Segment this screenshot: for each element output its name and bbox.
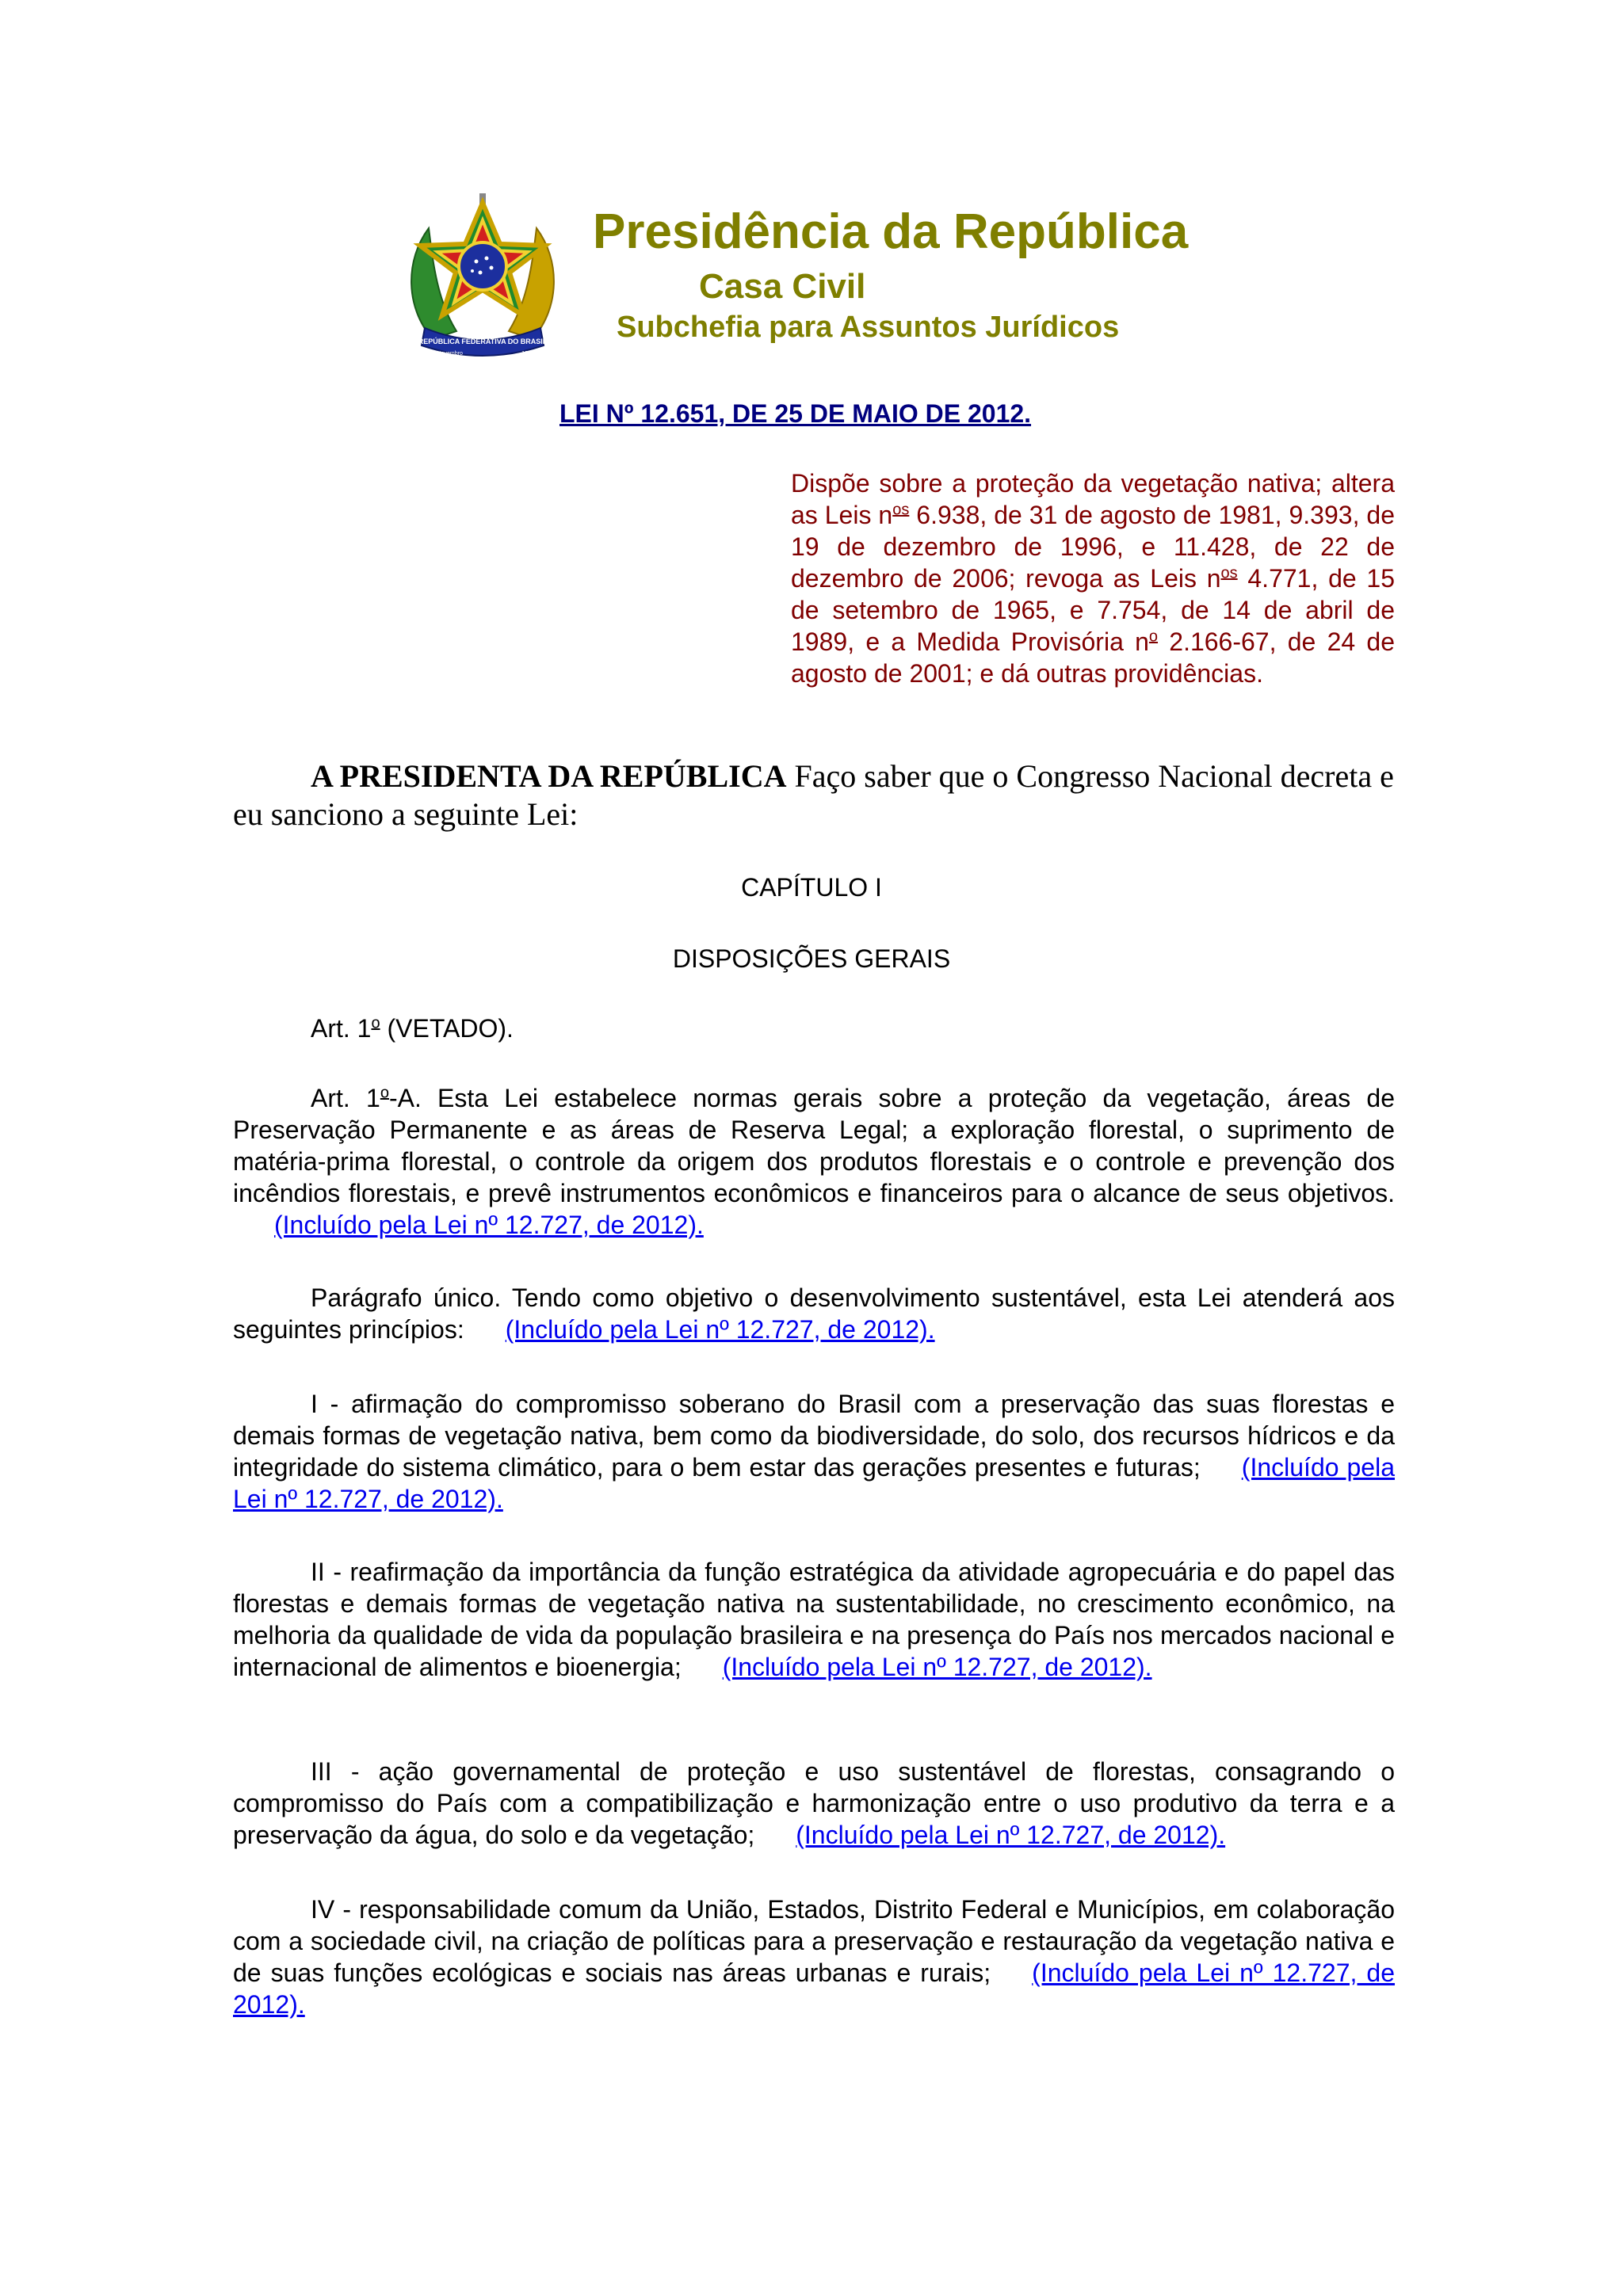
included-link-inciso-iv[interactable]: (Incluído pela Lei nº 12.727, de 2012). bbox=[233, 1958, 1396, 2019]
article-1a bbox=[233, 1082, 1395, 1241]
included-link-paragrafo[interactable]: (Incluído pela Lei nº 12.727, de 2012). bbox=[505, 1315, 935, 1344]
brazil-coat-of-arms-icon bbox=[401, 189, 564, 361]
article-1a-prefix: Art. 1 bbox=[311, 1084, 380, 1112]
law-title-link[interactable]: LEI Nº 12.651, DE 25 DE MAIO DE 2012. bbox=[559, 399, 1032, 428]
inciso-iv bbox=[233, 1894, 1395, 2020]
header-title: Presidência da República bbox=[593, 204, 1189, 259]
included-link-art1a[interactable]: (Incluído pela Lei nº 12.727, de 2012). bbox=[274, 1211, 704, 1239]
preamble bbox=[233, 757, 1398, 833]
ementa-sup-3: o bbox=[1148, 627, 1159, 646]
seal-date-right: 1889 bbox=[521, 351, 534, 357]
inciso-i-text: I - afirmação do compromisso soberano do Brasil com a preservação das suas florestas e demais formas de vegetação nativa, bem como da biodiversidade, do solo, dos recursos hídricos e da integridade do sistema climático, para o bem estar das gerações presentes e futuras; bbox=[233, 1390, 1395, 1482]
article-1-text: (VETADO). bbox=[380, 1014, 514, 1043]
preamble-president: A PRESIDENTA DA REPÚBLICA bbox=[311, 758, 787, 794]
seal-date-left: 15 de Novembro bbox=[422, 351, 463, 357]
inciso-i bbox=[233, 1388, 1395, 1515]
seal-ribbon-text: REPÚBLICA FEDERATIVA DO BRASIL bbox=[418, 338, 548, 345]
inciso-iii-text: III - ação governamental de proteção e uso sustentável de florestas, consagrando o compromisso do País com a compatibilização e harmonização entre o uso produtivo da terra e a preservação da água, do solo e da vegetação; bbox=[233, 1757, 1395, 1849]
included-link-inciso-i[interactable]: (Incluído pela Lei nº 12.727, de 2012). bbox=[233, 1453, 1396, 1513]
chapter-title: DISPOSIÇÕES GERAIS bbox=[672, 944, 951, 973]
paragrafo-text: Parágrafo único. Tendo como objetivo o desenvolvimento sustentável, esta Lei atenderá aos seguintes princípios: bbox=[233, 1283, 1395, 1344]
chapter-heading: CAPÍTULO I bbox=[741, 873, 882, 902]
ementa-text-3: 4.771, de 15 de setembro de 1965, e 7.754, de 14 de abril de 1989, e a Medida Provisória n bbox=[791, 564, 1395, 656]
ementa-sup-2: os bbox=[1220, 564, 1238, 582]
header-subtitle-casa-civil: Casa Civil bbox=[699, 267, 866, 306]
ementa-sup-1: os bbox=[892, 501, 910, 519]
header-subtitle-subchefia: Subchefia para Assuntos Jurídicos bbox=[617, 311, 1120, 344]
ementa-text-2: 6.938, de 31 de agosto de 1981, 9.393, de 19 de dezembro de 1996, e 11.428, de 22 de dezembro de 2006; revoga as Leis n bbox=[791, 501, 1396, 593]
inciso-ii-text: II - reafirmação da importância da função estratégica da atividade agropecuária e do papel das florestas e demais formas de vegetação nativa na sustentabilidade, no crescimento econômico, na melhoria da qualidade de vida da população brasileira e na presença do País nos mercados nacional e internacional de alimentos e bioenergia; bbox=[233, 1558, 1395, 1681]
included-link-inciso-iii[interactable]: (Incluído pela Lei nº 12.727, de 2012). bbox=[796, 1821, 1226, 1849]
inciso-ii bbox=[233, 1556, 1395, 1683]
inciso-iii bbox=[233, 1756, 1395, 1851]
article-1 bbox=[233, 1013, 1395, 1044]
paragrafo-unico bbox=[233, 1282, 1395, 1345]
included-link-inciso-ii[interactable]: (Incluído pela Lei nº 12.727, de 2012). bbox=[722, 1653, 1152, 1681]
article-1a-sup: o bbox=[380, 1084, 389, 1102]
ementa-text-4: 2.166-67, de 24 de agosto de 2001; e dá outras providências. bbox=[791, 627, 1396, 688]
ementa-text-1: Dispõe sobre a proteção da vegetação nativa; altera as Leis n bbox=[791, 469, 1395, 529]
inciso-iv-text: IV - responsabilidade comum da União, Estados, Distrito Federal e Municípios, em colaboração com a sociedade civil, na criação de políticas para a preservação e restauração da vegetação nativa e de suas funções ecológicas e sociais nas áreas urbanas e rurais; bbox=[233, 1895, 1395, 1987]
law-ementa bbox=[791, 467, 1395, 689]
article-1-sup: o bbox=[371, 1014, 380, 1032]
article-1-prefix: Art. 1 bbox=[311, 1014, 372, 1043]
preamble-text: Faço saber que o Congresso Nacional decreta e eu sanciono a seguinte Lei: bbox=[233, 758, 1394, 832]
article-1a-text: -A. Esta Lei estabelece normas gerais sobre a proteção da vegetação, áreas de Preservação Permanente e as áreas de Reserva Legal; a exploração florestal, o suprimento de matéria-prima florestal, o controle da origem dos produtos florestais e o controle e prevenção dos incêndios florestais, e prevê instrumentos econômicos e financeiros para o alcance de seus objetivos. bbox=[233, 1084, 1396, 1207]
